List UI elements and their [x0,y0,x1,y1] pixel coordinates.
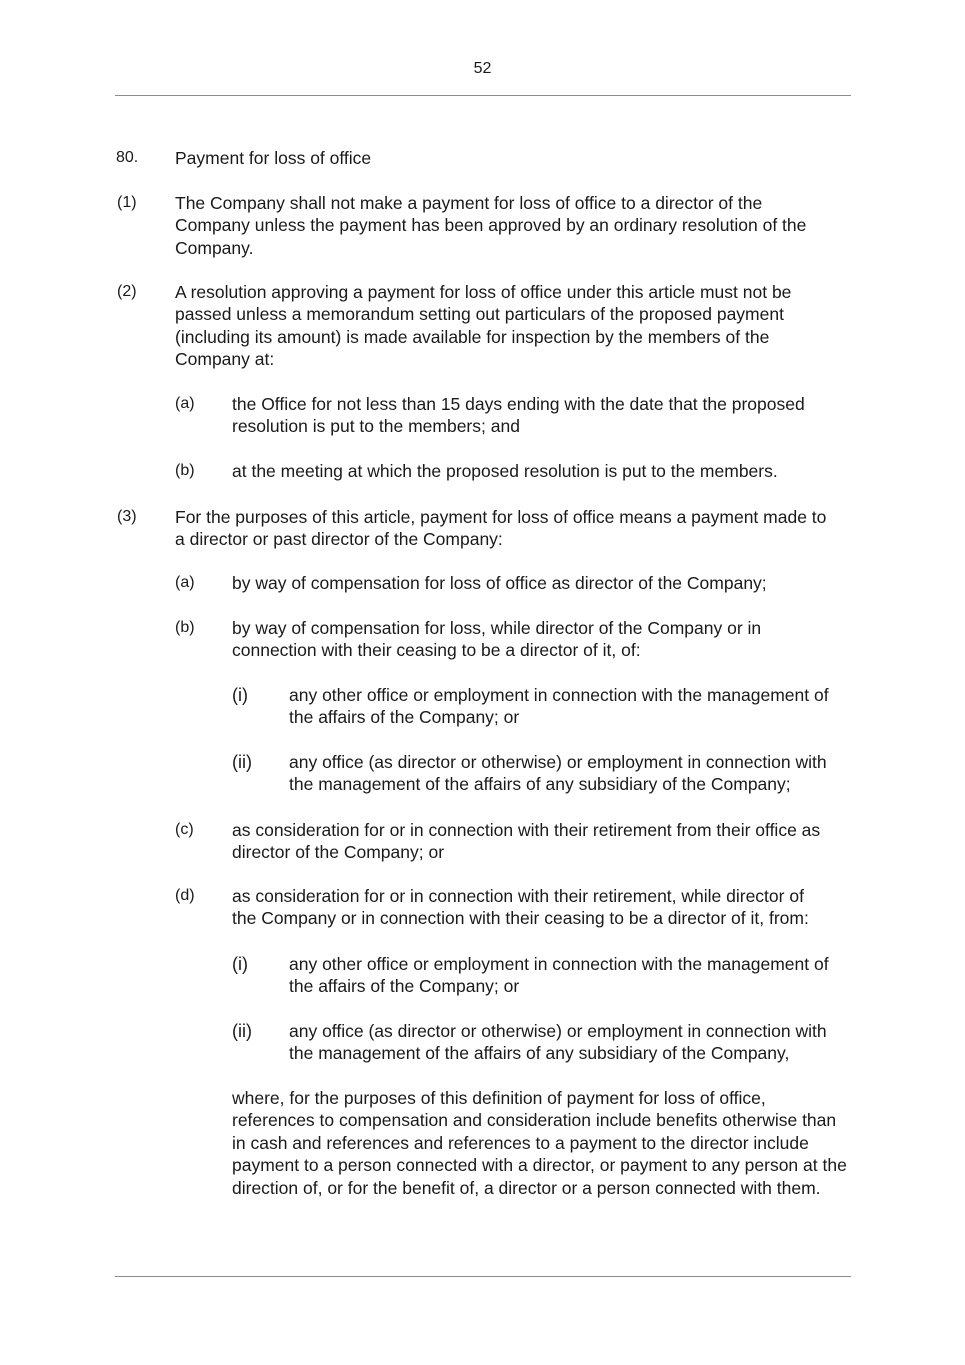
text-line: any other office or employment in connection with the management of [289,685,829,705]
clause-1-text [175,192,806,259]
text-line: connection with their ceasing to be a director of it, of: [232,640,641,661]
header-divider [115,95,851,96]
clause-3d-i-text [289,953,829,998]
subclause-label: (b) [175,619,195,636]
text-line: references to compensation and consideration include benefits otherwise than [232,1110,837,1131]
definition-closing-paragraph [232,1087,847,1199]
text-line: director of the Company; or [232,842,445,863]
page-number: 52 [473,60,492,77]
roman-label: (i) [232,685,248,705]
clause-3d-ii-text [289,1020,827,1065]
text-line: For the purposes of this article, payment for loss of office means a payment made to [175,507,827,527]
roman-label: (ii) [232,752,252,772]
text-line: the management of the affairs of any subsidiary of the Company; [289,774,791,795]
clause-2a-text [232,393,805,438]
text-line: the affairs of the Company; or [289,976,520,997]
footer-divider [115,1276,851,1277]
article-title: Payment for loss of office [175,148,372,168]
clause-label: (3) [117,508,137,525]
roman-label: (ii) [232,1021,252,1041]
subclause-label: (c) [175,821,194,838]
subclause-label: (a) [175,574,195,591]
roman-label: (i) [232,954,248,974]
clause-3b-i-text [289,684,829,729]
text-line: Company at: [175,349,275,370]
text-line: A resolution approving a payment for loss of office under this article must not be [175,282,792,302]
text-line: any office (as director or otherwise) or employment in connection with [289,1021,827,1041]
clause-3-text [175,506,826,551]
text-line: (including its amount) is made available for inspection by the members of the [175,326,770,347]
clause-2-text [175,281,791,371]
clause-label: (1) [117,194,137,211]
text-line: any other office or employment in connection with the management of [289,954,829,974]
text-line: any office (as director or otherwise) or employment in connection with [289,752,827,772]
clause-3b-ii-text [289,751,827,796]
text-line: payment to a person connected with a director, or payment to any person at the [232,1155,847,1176]
subclause-label: (d) [175,887,195,904]
text-line: the affairs of the Company; or [289,707,520,728]
text-line: the management of the affairs of any subsidiary of the Company, [289,1043,790,1064]
text-line: the Company or in connection with their ceasing to be a director of it, from: [232,908,809,929]
subclause-label: (b) [175,462,195,479]
text-line: where, for the purposes of this definition of payment for loss of office, [232,1088,766,1108]
text-line: by way of compensation for loss of office as director of the Company; [232,573,767,593]
clause-3a-text [232,572,767,594]
clause-3c-text [232,819,820,864]
text-line: as consideration for or in connection with their retirement, while director of [232,886,804,906]
clause-3d-text [232,885,809,930]
text-line: as consideration for or in connection with their retirement from their office as [232,820,821,840]
text-line: direction of, or for the benefit of, a director or a person connected with them. [232,1177,821,1198]
clause-label: (2) [117,283,137,300]
text-line: a director or past director of the Company: [175,529,503,550]
text-line: Company. [175,237,254,258]
article-number: 80. [116,149,139,166]
text-line: the Office for not less than 15 days ending with the date that the proposed [232,394,805,414]
text-line: Company unless the payment has been approved by an ordinary resolution of the [175,215,807,236]
clause-3b-text [232,617,761,662]
text-line: by way of compensation for loss, while director of the Company or in [232,618,762,638]
text-line: resolution is put to the members; and [232,416,520,437]
clause-2b-text [232,460,778,482]
subclause-label: (a) [175,395,195,412]
text-line: at the meeting at which the proposed resolution is put to the members. [232,461,778,481]
text-line: in cash and references and references to a payment to the director include [232,1132,809,1153]
text-line: The Company shall not make a payment for loss of office to a director of the [175,193,763,213]
text-line: passed unless a memorandum setting out particulars of the proposed payment [175,304,784,325]
